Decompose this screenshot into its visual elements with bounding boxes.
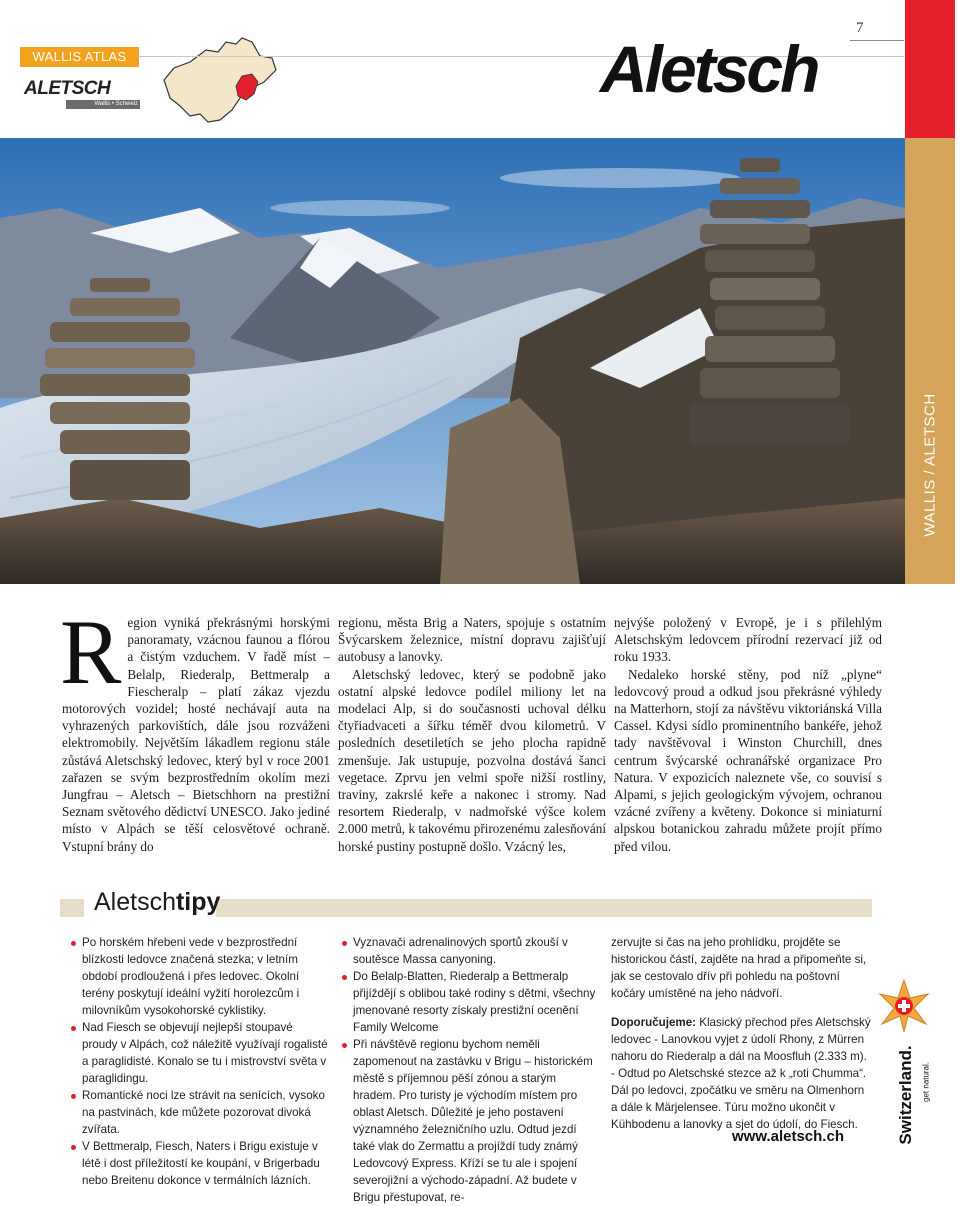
page-number: 7 [856, 20, 864, 36]
side-section-label: WALLIS / ALETSCH [921, 393, 939, 537]
tips-title-bold: tipy [175, 888, 221, 916]
tips-column-3 [611, 934, 871, 1133]
drop-cap: R [60, 601, 122, 703]
wallis-atlas-tag: WALLIS ATLAS [20, 47, 139, 67]
article-column-3 [614, 614, 882, 855]
article-paragraph: Nedaleko horské stěny, pod níž „plyne“ ledovcový proud a odkud jsou překrásné výhledy na Matterhorn, stojí za návštěvu viktoriánská Villa Cassel. Kdysi sídlo prominentního bankéře, jehož tady navštěvoval i Winston Churchill, dnes centrum švýcarské ochranářské organizace Pro Natura. V expozicích naleznete vše, co souvisí s Alpami, s jejich geologickým vývojem, ochranou vzácné zvířeny a květeny. Dokonce si miniaturní alpskou botanickou zahradu můžete projít přímo před vilou. [614, 666, 882, 854]
tip-item: Vyznavači adrenalinových sportů zkouší v soutěsce Massa canyoning. [341, 934, 601, 968]
aletsch-logo [20, 78, 140, 110]
page-title: Aletsch [600, 32, 818, 106]
article-paragraph: egion vyniká překrásnými horskými panoramaty, vzácnou faunou a flórou a čistým vzduchem. V řadě míst – Belalp, Riederalp, Bettmeralp a Fiescheralp – platí zákaz vjezdu motorových vozidel; hosté nechávají auta na vyhrazených parkovištích, dále jsou rozváženi elektromobily. Největším lákadlem regionu stále zůstává Aletschský ledovec, který byl v roce 2001 zařazen se svým bezprostředním okolím mezi Jungfrau – Aletsch – Bietschhorn na prestižní Seznam světového dědictví UNESCO. Jako jediné místo v Alpách se těší celosvětové ochraně. Vstupní brány do [62, 615, 330, 854]
tips-title [94, 886, 220, 918]
switzerland-wordmark: Switzerland. [896, 1045, 915, 1145]
article-column-2 [338, 614, 606, 855]
tip-item: Při návštěvě regionu bychom neměli zapomenout na zastávku v Brigu – historickém městě s příjemnou pěší zónou a starým hradem. Pro turisty je východím místem pro oblast Aletsch. Důležité je jeho postavení významného železničního uzlu. Odtud jezdí také vlak do Zermattu a projíždí tudy známý Ledovcový Express. Kříží se tu ale i spojení severojižní a východo-západní. Až budete v Brigu přestupovat, re- [341, 1036, 601, 1206]
website-link[interactable]: www.aletsch.ch [732, 1128, 844, 1145]
wallis-map-icon [160, 36, 278, 126]
tip-item: Nad Fiesch se objevují nejlepší stoupavé proudy v Alpách, což náležitě využívají rogalisté a paraglidisté. Konalo se tu i mistrovství světa v paraglidingu. [70, 1019, 330, 1087]
aletsch-logo-text: ALETSCH [24, 78, 111, 99]
tips-column-2 [341, 934, 601, 1206]
recommend-text: Klasický přechod přes Aletschský ledovec - Lanovkou vyjet z údolí Rhony, z Mürren nahoru do Riederalp a dál na Moosfluh (2.333 m). [611, 1016, 871, 1063]
page-number-rule [850, 40, 904, 41]
recommend-label: Doporučujeme: [611, 1016, 697, 1029]
glacier-photo [0, 138, 905, 584]
recommendation-continued: - Odtud po Aletschské stezce až k „roti Chumma“. Dál po ledovci, zpočátku ve směru na Olmenhorn a dále k Märjelensee. Túru možno ukončit v Kühbodenu a lanovky a sjet do údolí, do Fiesch. [611, 1067, 867, 1131]
article-column-1 [60, 601, 330, 855]
recommendation [611, 1014, 871, 1065]
article-paragraph: regionu, města Brig a Naters, spojuje s ostatním Švýcarskem železnice, místní dopravu zajišťují autobusy a lanovky. [338, 615, 606, 665]
tips-column-1 [70, 934, 330, 1189]
tip-paragraph: zervujte si čas na jeho prohlídku, projděte se historickou částí, zajděte na hrad a připomeňte si, jak se cestovalo dřív při pohledu na poštovní kočáry umístěné na jeho nádvoří. [611, 936, 867, 1000]
switzerland-tagline: get natural. [921, 1061, 931, 1103]
aletsch-logo-subtitle: Wallis • Schweiz [66, 100, 140, 109]
red-side-bar [905, 0, 955, 138]
article-paragraph: nejvýše položený v Evropě, je i s přilehlým Aletschským ledovcem přírodní rezervací již od roku 1933. [614, 615, 882, 665]
tip-item: Romantické noci lze strávit na senících, vysoko na pastvinách, kde můžete pozorovat divoká zvířata. [70, 1087, 330, 1138]
article-paragraph: Aletschský ledovec, který se podobně jako ostatní alpské ledovce podílel miliony let na modelaci Alp, si do současnosti uchoval délku čtyřiadvaceti a šířku téměř dvou kilometrů. V posledních desetiletích se jeho plocha rapidně zmenšuje. Jak ustupuje, pozvolna dostává šanci vegetace. Zprvu jen velmi spoře nižší rostliny, traviny, zakrslé keře a nakonec i stromy. Nad resortem Riederalp, v nadmořské výšce kolem 2.000 metrů, k takovému přirozenému zalesňování horské pustiny postupně došlo. Vzácný les, [338, 666, 606, 854]
tip-item: Po horském hřebeni vede v bezprostřední blízkosti ledovce značená stezka; v letním období prodloužená i přes ledovec. Okolní terény poskytují ideální vyžití horolezcům i milovníkům vysokohorské cyklistiky. [70, 934, 330, 1019]
tip-item: V Bettmeralp, Fiesch, Naters i Brigu existuje v létě i dost příležitostí ke koupání, v Brigerbadu nebo Breitenu dokonce v termálních lázních. [70, 1138, 330, 1189]
tip-item: Do Belalp-Blatten, Riederalp a Bettmeralp přijíždějí s oblibou také rodiny s dětmi, všechny jmenované resorty získaly prestižní ocenění Family Welcome [341, 968, 601, 1036]
tips-title-light: Aletsch [94, 888, 176, 916]
